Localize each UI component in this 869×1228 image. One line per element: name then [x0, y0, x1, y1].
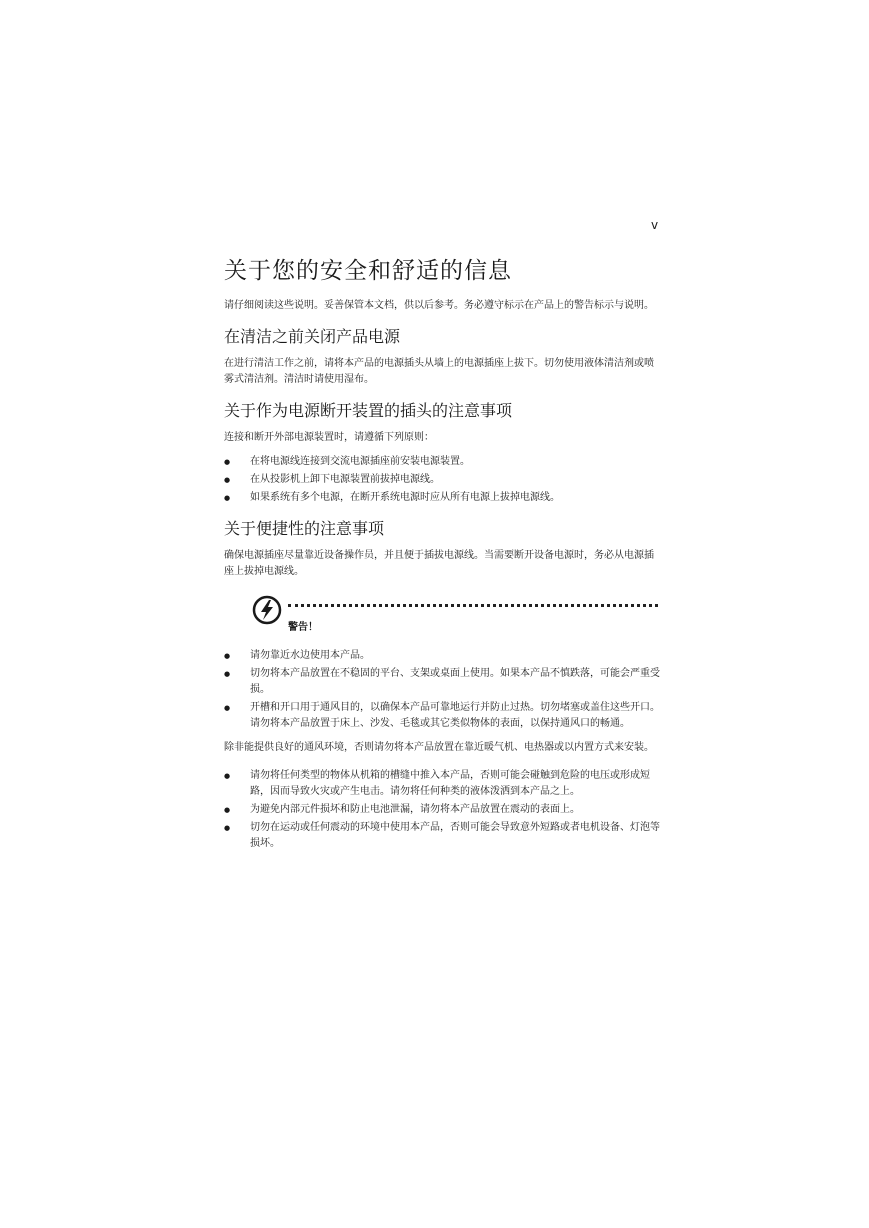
intro-paragraph: 请仔细阅读这些说明。妥善保管本文档，供以后参考。务必遵守标示在产品上的警告标示与说明。	[224, 300, 654, 311]
list-item: ● 请勿将任何类型的物体从机箱的槽缝中推入本产品，否则可能会碰触到危险的电压或形成短路，因而导致火灾或产生电击。请勿将任何种类的液体泼洒到本产品之上。	[224, 768, 660, 800]
warning-lightning-icon	[252, 595, 282, 629]
page-title: 关于您的安全和舒适的信息	[224, 258, 512, 284]
section-text-accessibility: 确保电源插座尽量靠近设备操作员，并且便于插拔电源线。当需要断开设备电源时，务必从电源插座上拔掉电源线。	[224, 550, 654, 577]
list-item: ● 切勿在运动或任何震动的环境中使用本产品，否则可能会导致意外短路或者电机设备、灯泡等损坏。	[224, 820, 660, 852]
plug-bullet-list	[224, 454, 660, 506]
list-item: ● 在从投影机上卸下电源装置前拔掉电源线。	[224, 472, 660, 488]
warning-callout	[224, 592, 660, 636]
list-item: ● 请勿靠近水边使用本产品。	[224, 648, 660, 664]
section-heading-cleaning: 在清洁之前关闭产品电源	[224, 327, 401, 346]
section-text-cleaning: 在进行清洁工作之前，请将本产品的电源插头从墙上的电源插座上拔下。切勿使用液体清洁剂或喷雾式清洁剂。清洁时请使用湿布。	[224, 358, 654, 385]
ventilation-paragraph: 除非能提供良好的通风环境，否则请勿将本产品放置在靠近暖气机、电热器或以内置方式来安装。	[224, 742, 654, 753]
list-item: ● 开槽和开口用于通风目的，以确保本产品可靠地运行并防止过热。切勿堵塞或盖住这些开口。请勿将本产品放置于床上、沙发、毛毯或其它类似物体的表面，以保持通风口的畅通。	[224, 700, 660, 732]
warning-label: 警告！	[288, 622, 318, 633]
warning-dotted-rule	[288, 604, 658, 607]
warning-bullet-list	[224, 648, 660, 732]
document-body	[224, 256, 660, 854]
list-item: ● 为避免内部元件损坏和防止电池泄漏，请勿将本产品放置在震动的表面上。	[224, 802, 660, 818]
list-item: ● 切勿将本产品放置在不稳固的平台、支架或桌面上使用。如果本产品不慎跌落，可能会严重受损。	[224, 666, 660, 698]
section-heading-plug: 关于作为电源断开装置的插头的注意事项	[224, 401, 513, 420]
page-number: v	[651, 218, 659, 232]
section-heading-accessibility: 关于便捷性的注意事项	[224, 519, 385, 538]
warning-bullet-list-2	[224, 768, 660, 852]
list-item: ● 如果系统有多个电源，在断开系统电源时应从所有电源上拔掉电源线。	[224, 490, 660, 506]
section-text-plug: 连接和断开外部电源装置时，请遵循下列原则：	[224, 432, 434, 443]
list-item: ● 在将电源线连接到交流电源插座前安装电源装置。	[224, 454, 660, 470]
